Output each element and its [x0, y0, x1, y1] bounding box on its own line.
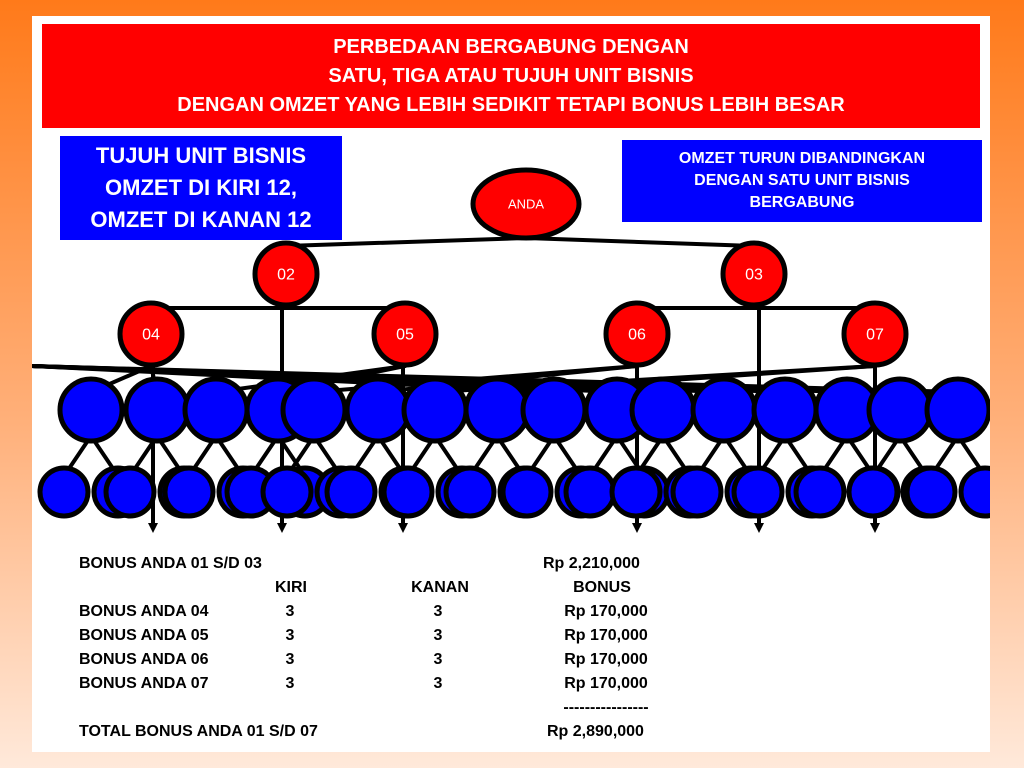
- blue-node-level4: [734, 468, 782, 516]
- node-07: [844, 303, 906, 365]
- node-label: 06: [628, 326, 646, 344]
- slide: [32, 16, 990, 752]
- connector-line: [526, 238, 754, 246]
- blue-node-level4: [961, 468, 990, 516]
- node-anda: [473, 170, 579, 238]
- row-bonus: Rp 170,000: [564, 675, 648, 692]
- blue-node-level4: [446, 468, 494, 516]
- blue-node-level4: [673, 468, 721, 516]
- row-label: BONUS ANDA 06: [79, 651, 209, 668]
- row-label: BONUS ANDA 05: [79, 627, 209, 644]
- row-kiri: 3: [285, 627, 295, 644]
- blue-node-level3: [523, 379, 585, 441]
- title-line-3: DENGAN OMZET YANG LEBIH SEDIKIT TETAPI BONUS LEBIH BESAR: [177, 93, 845, 116]
- title-line-1: PERBEDAAN BERGABUNG DENGAN: [333, 35, 689, 58]
- blue-node-level3: [347, 379, 409, 441]
- node-label: 03: [745, 266, 763, 284]
- title-line-2: SATU, TIGA ATAU TUJUH UNIT BISNIS: [328, 64, 694, 87]
- blue-node-level4: [165, 468, 213, 516]
- right-box-line-2: DENGAN SATU UNIT BISNIS: [694, 172, 910, 189]
- row-kiri: 3: [285, 603, 295, 620]
- left-box-line-3: OMZET DI KANAN 12: [90, 207, 312, 232]
- header-kiri: KIRI: [275, 579, 307, 596]
- node-label: ANDA: [507, 196, 545, 212]
- blue-node-level4: [796, 468, 844, 516]
- blue-node-level4: [327, 468, 375, 516]
- bonus-summary-label: BONUS ANDA 01 S/D 03: [79, 555, 262, 572]
- row-kiri: 3: [285, 651, 295, 668]
- blue-node-level3: [60, 379, 122, 441]
- total-label: TOTAL BONUS ANDA 01 S/D 07: [79, 723, 318, 740]
- right-box-line-3: BERGABUNG: [749, 194, 855, 211]
- row-kanan: 3: [433, 675, 443, 692]
- row-kanan: 3: [433, 627, 443, 644]
- right-box-line-1: OMZET TURUN DIBANDINGKAN: [678, 150, 926, 167]
- row-kanan: 3: [433, 603, 443, 620]
- blue-node-level4: [503, 468, 551, 516]
- node-label: 02: [277, 266, 295, 284]
- node-03: [723, 243, 785, 305]
- header-kanan: KANAN: [411, 579, 469, 596]
- blue-node-level4: [263, 468, 311, 516]
- blue-node-level4: [106, 468, 154, 516]
- binary-tree-diagram: [32, 16, 990, 552]
- node-label: 07: [866, 326, 884, 344]
- blue-node-level3: [185, 379, 247, 441]
- row-kiri: 3: [285, 675, 295, 692]
- blue-node-level3: [283, 379, 345, 441]
- row-bonus: Rp 170,000: [564, 651, 648, 668]
- row-kanan: 3: [433, 651, 443, 668]
- blue-node-level3: [927, 379, 989, 441]
- bonus-summary-value: Rp 2,210,000: [543, 555, 640, 572]
- node-06: [606, 303, 668, 365]
- left-box-line-1: TUJUH UNIT BISNIS: [95, 143, 307, 168]
- node-04: [120, 303, 182, 365]
- total-value: Rp 2,890,000: [547, 723, 644, 740]
- blue-node-level3: [754, 379, 816, 441]
- node-label: 05: [396, 326, 414, 344]
- row-bonus: Rp 170,000: [564, 603, 648, 620]
- row-label: BONUS ANDA 04: [79, 603, 209, 620]
- blue-node-level4: [566, 468, 614, 516]
- blue-node-level4: [40, 468, 88, 516]
- blue-node-level3: [632, 379, 694, 441]
- node-05: [374, 303, 436, 365]
- blue-node-level3: [869, 379, 931, 441]
- left-box-line-2: OMZET DI KIRI 12,: [105, 175, 297, 200]
- row-label: BONUS ANDA 07: [79, 675, 209, 692]
- connector-line: [286, 238, 526, 246]
- header-bonus: BONUS: [573, 579, 631, 596]
- blue-node-level3: [404, 379, 466, 441]
- node-02: [255, 243, 317, 305]
- node-label: 04: [142, 326, 160, 344]
- row-bonus: Rp 170,000: [564, 627, 648, 644]
- total-separator: ----------------: [563, 699, 649, 716]
- blue-node-level3: [126, 379, 188, 441]
- blue-node-level4: [907, 468, 955, 516]
- blue-node-level3: [466, 379, 528, 441]
- blue-node-level4: [612, 468, 660, 516]
- blue-node-level4: [384, 468, 432, 516]
- blue-node-level4: [849, 468, 897, 516]
- blue-node-level3: [693, 379, 755, 441]
